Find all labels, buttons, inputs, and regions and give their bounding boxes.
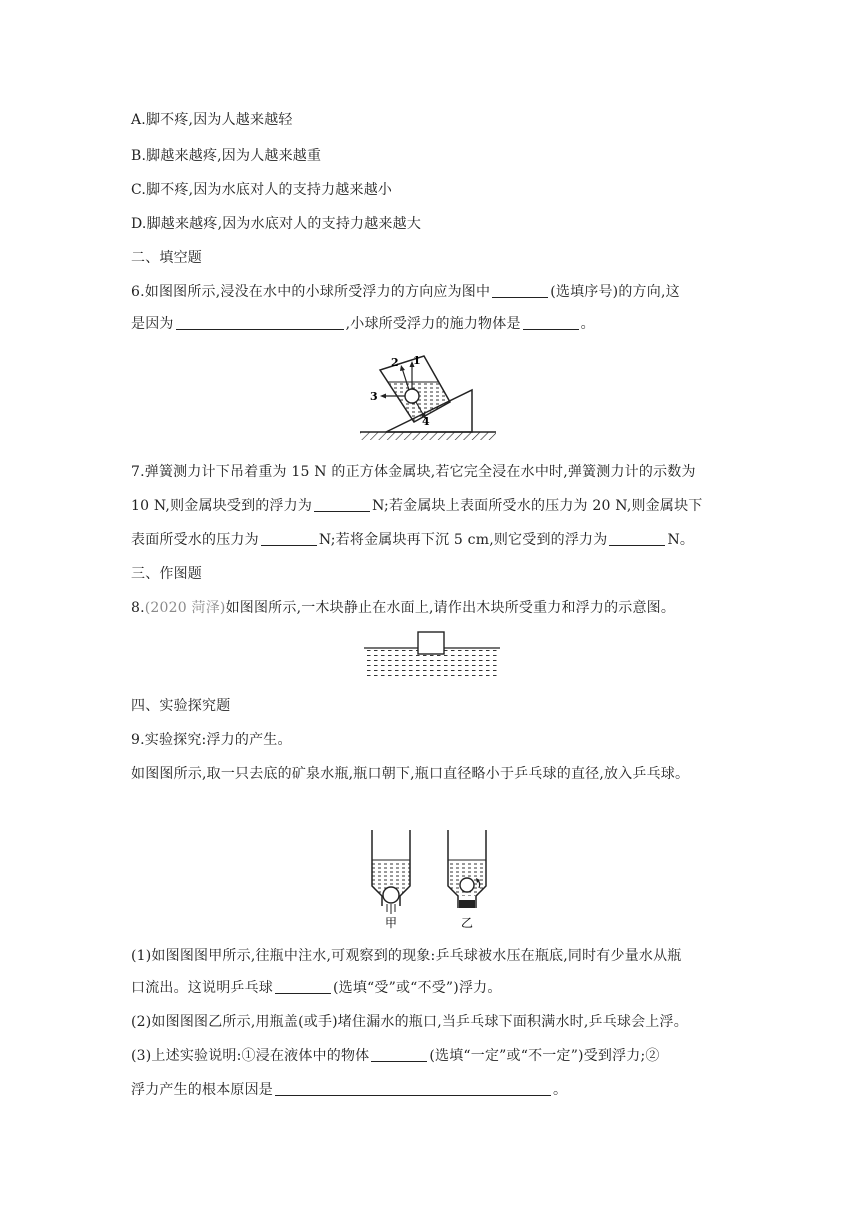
bottle-jia	[372, 830, 410, 914]
option-b: B.脚越来越疼,因为人越来越重	[131, 148, 322, 164]
container-water	[388, 382, 450, 422]
option-c: C.脚不疼,因为水底对人的支持力越来越小	[131, 182, 393, 198]
q7-line-3: 表面所受水的压力为 N;若将金属块再下沉 5 cm,则它受到的浮力为 N。	[131, 532, 695, 548]
q6-blank-direction[interactable]	[492, 283, 548, 298]
q6-figure-incline-container	[358, 350, 498, 450]
section-experiment-heading: 四、实验探究题	[131, 698, 231, 714]
q8-source: (2020 菏泽)	[144, 600, 226, 616]
section-fill-blank-heading: 二、填空题	[131, 250, 202, 266]
label-4: 4	[422, 415, 430, 428]
section-drawing-heading: 三、作图题	[131, 566, 202, 582]
q9-p2: (2)如图图图乙所示,用瓶盖(或手)堵住漏水的瓶口,当乒乓球下面积满水时,乒乓球会上浮。	[131, 1014, 688, 1030]
label-2: 2	[391, 356, 399, 369]
q7-line-2: 10 N,则金属块受到的浮力为 N;若金属块上表面所受水的压力为 20 N,则金属块下	[131, 498, 703, 514]
q6-line-2: 是因为 ,小球所受浮力的施力物体是 。	[131, 316, 595, 332]
option-a: A.脚不疼,因为人越来越轻	[131, 112, 293, 128]
q9-p1-line-1: (1)如图图图甲所示,往瓶中注水,可观察到的现象:乒乓球被水压在瓶底,同时有少量水从瓶	[131, 948, 682, 964]
q9-blank-p3-2[interactable]	[275, 1081, 551, 1096]
ball-jia	[383, 887, 399, 903]
q9-figure-bottles	[360, 826, 500, 932]
arrow-3-head	[380, 394, 386, 399]
q8-figure-floating-block	[360, 628, 504, 682]
ball-yi	[460, 878, 474, 892]
label-jia: 甲	[385, 916, 398, 930]
q9-blank-p3-1[interactable]	[371, 1047, 427, 1062]
q9-p3-line-2: 浮力产生的根本原因是 。	[131, 1082, 568, 1098]
q7-blank-buoyancy[interactable]	[314, 497, 370, 512]
q7-line-1: 7.弹簧测力计下吊着重为 15 N 的正方体金属块,若它完全浸在水中时,弹簧测力计的示数为	[131, 464, 696, 480]
q9-intro: 如图图所示,取一只去底的矿泉水瓶,瓶口朝下,瓶口直径略小于乒乓球的直径,放入乒乓球。	[131, 766, 690, 782]
ball	[405, 389, 419, 403]
q6-blank-reason[interactable]	[176, 315, 344, 330]
bottle-yi	[448, 830, 486, 908]
q9-p3-line-1: (3)上述实验说明:①浸在液体中的物体 (选填“一定”或“不一定”)受到浮力;②	[131, 1048, 660, 1064]
label-1: 1	[413, 354, 421, 367]
q8-line: 8.(2020 菏泽)如图图所示,一木块静止在水面上,请作出木块所受重力和浮力的示意图。	[131, 600, 676, 616]
q9-blank-p1[interactable]	[275, 979, 331, 994]
q7-blank-new-buoyancy[interactable]	[609, 531, 665, 546]
bottle-cap	[459, 900, 475, 908]
q6-line-1: 6.如图图所示,浸没在水中的小球所受浮力的方向应为图中 (选填序号)的方向,这	[131, 284, 680, 300]
label-yi: 乙	[461, 916, 474, 930]
wood-block	[418, 632, 444, 654]
arrow-2-head	[400, 365, 405, 371]
q7-blank-bottom-force[interactable]	[261, 531, 317, 546]
ground-hatching	[360, 432, 496, 440]
q6-blank-source[interactable]	[523, 315, 579, 330]
q9-title: 9.实验探究:浮力的产生。	[131, 732, 292, 748]
label-3: 3	[370, 390, 378, 403]
option-d: D.脚越来越疼,因为水底对人的支持力越来越大	[131, 216, 422, 232]
q9-p1-line-2: 口流出。这说明乒乓球 (选填“受”或“不受”)浮力。	[131, 980, 502, 996]
